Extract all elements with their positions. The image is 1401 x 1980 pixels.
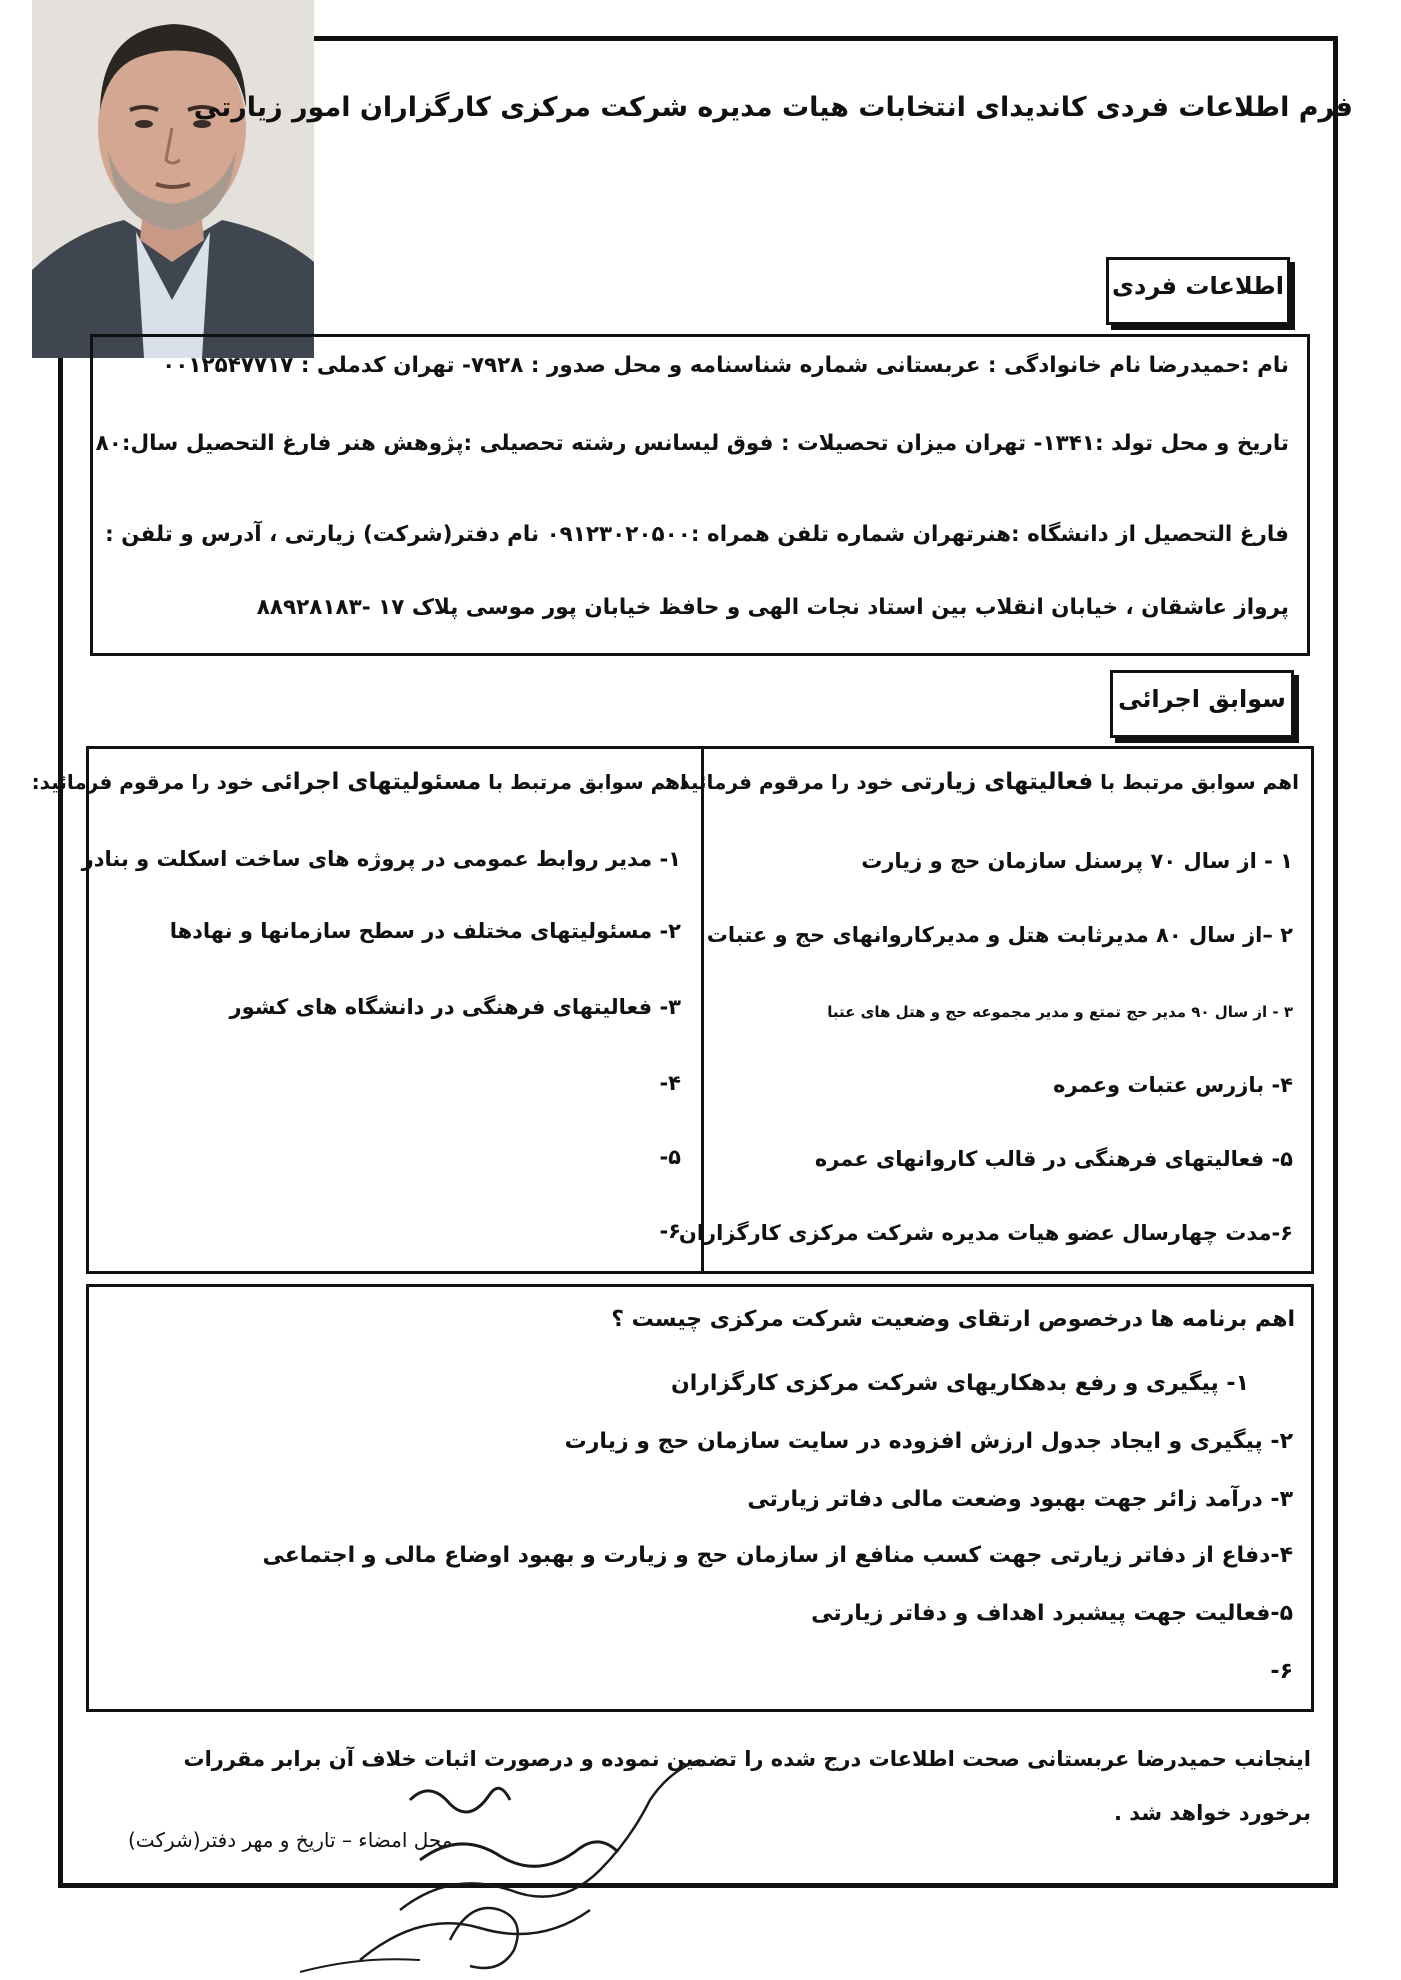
personal-info-line-2: تاریخ و محل تولد :۱۳۴۱- تهران میزان تحصیلات : فوق لیسانس رشته تحصیلی :پژوهش هنر فارغ التحصیل سال:۸۰ <box>95 431 1289 456</box>
pilgrimage-item: ۱ - از سال ۷۰ پرسنل سازمان حج و زیارت <box>861 849 1293 873</box>
executive-records-box <box>31 746 1314 1274</box>
handwritten-signature <box>300 1760 720 1980</box>
personal-info-section-title: اطلاعات فردی <box>1106 257 1290 325</box>
plan-item: ۱- پیگیری و رفع بدهکاریهای شرکت مرکزی کارگزاران <box>670 1371 1249 1396</box>
improvement-plans-box <box>86 1284 1314 1712</box>
executive-records-section-title: سوابق اجرائی <box>1110 670 1294 738</box>
responsibility-item: ۵- <box>659 1145 681 1169</box>
executive-responsibilities-header: اهم سوابق مرتبط با مسئولیتهای اجرائی خود را مرقوم فرمائید: <box>31 769 687 795</box>
pilgrimage-item: ۶-مدت چهارسال عضو هیات مدیره شرکت مرکزی کارگزاران <box>678 1221 1293 1245</box>
personal-info-line-3: فارغ التحصیل از دانشگاه :هنرتهران شماره تلفن همراه :۰۹۱۲۳۰۲۰۵۰۰ نام دفتر(شرکت) زیارتی ، آدرس و تلفن : <box>105 522 1289 547</box>
responsibility-item: ۴- <box>659 1071 681 1095</box>
plan-item: ۲- پیگیری و ایجاد جدول ارزش افزوده در سایت سازمان حج و زیارت <box>564 1429 1293 1454</box>
pilgrimage-item: ۲ –از سال ۸۰ مدیرثابت هتل و مدیرکاروانهای حج و عتبات <box>706 923 1293 947</box>
responsibility-item: ۱- مدیر روابط عمومی در پروژه های ساخت اسکلت و بنادر <box>81 847 681 871</box>
declaration-text: اینجانب حمیدرضا عربستانی صحت اطلاعات درج شده را تضمین نموده و درصورت اثبات خلاف آن برابر مقررات برخورد خواهد شد . <box>183 1747 1311 1825</box>
personal-info-box <box>90 334 1310 656</box>
personal-info-line-4: پرواز عاشقان ، خیابان انقلاب بین استاد نجات الهی و حافظ خیابان پور موسی پلاک ۱۷ -۸۸۹۲۸۱۸۳ <box>256 595 1289 620</box>
signature-caption: محل امضاء – تاریخ و مهر دفتر(شرکت) <box>128 1828 453 1852</box>
plan-item: ۵-فعالیت جهت پیشبرد اهداف و دفاتر زیارتی <box>811 1601 1293 1626</box>
personal-info-line-1: نام :حمیدرضا نام خانوادگی : عربستانی شماره شناسنامه و محل صدور : ۷۹۲۸- تهران کدملی : ۰۰۱۲۵۴۷۷۱۷ <box>162 353 1289 378</box>
pilgrimage-activities-header-emphasis: فعالیتهای زیارتی <box>900 769 1094 795</box>
improvement-plans-question: اهم برنامه ها درخصوص ارتقای وضعیت شرکت مرکزی چیست ؟ <box>611 1307 1295 1332</box>
form-title: فرم اطلاعات فردی کاندیدای انتخابات هیات مدیره شرکت مرکزی کارگزاران امور زیارتی <box>193 92 1353 123</box>
executive-responsibilities-header-emphasis: مسئولیتهای اجرائی <box>260 769 482 795</box>
pilgrimage-item: ۵- فعالیتهای فرهنگی در قالب کاروانهای عمره <box>814 1147 1293 1171</box>
pilgrimage-activities-column <box>664 749 1311 1271</box>
pilgrimage-activities-header: اهم سوابق مرتبط با فعالیتهای زیارتی خود را مرقوم فرمائید : <box>664 769 1299 795</box>
responsibility-item: ۳- فعالیتهای فرهنگی در دانشگاه های کشور <box>229 995 681 1019</box>
pilgrimage-item: ۴- بازرس عتبات وعمره <box>1053 1073 1293 1097</box>
executive-responsibilities-column <box>31 749 699 1271</box>
plan-item: ۶- <box>1270 1659 1293 1684</box>
responsibility-item: ۲- مسئولیتهای مختلف در سطح سازمانها و نهادها <box>169 919 681 943</box>
responsibility-item: ۶- <box>659 1219 681 1243</box>
candidate-photo <box>32 0 314 358</box>
plan-item: ۴-دفاع از دفاتر زیارتی جهت کسب منافع از سازمان حج و زیارت و بهبود اوضاع مالی و اجتماعی <box>262 1543 1293 1568</box>
pilgrimage-item: ۳ - از سال ۹۰ مدیر حج تمتع و مدیر مجموعه حج و هتل های عتبا <box>827 1003 1293 1021</box>
plan-item: ۳- درآمد زائر جهت بهبود وضعت مالی دفاتر زیارتی <box>747 1487 1293 1512</box>
